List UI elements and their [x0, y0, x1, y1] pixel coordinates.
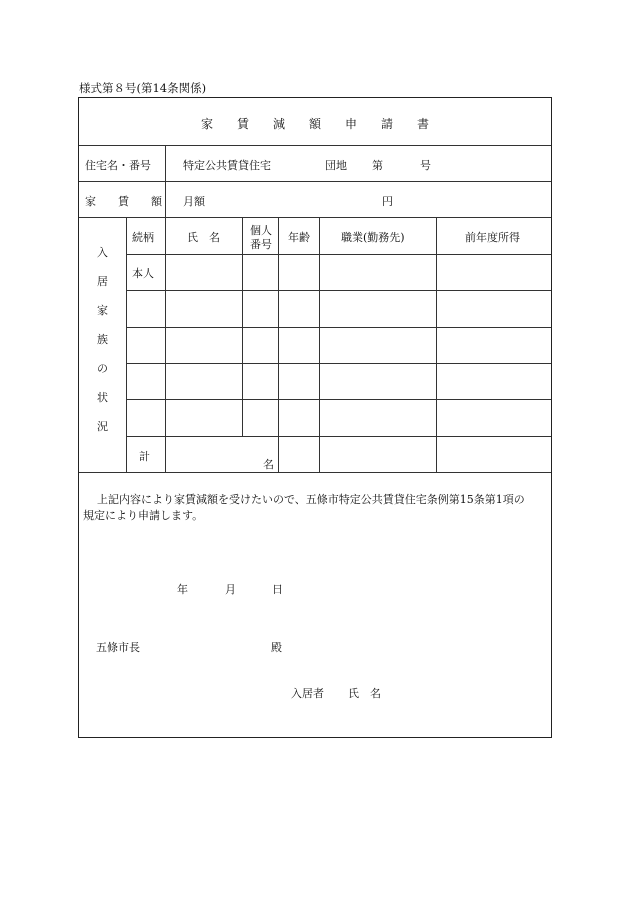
- divider: [126, 217, 127, 472]
- family-side-label: [79, 238, 126, 441]
- applicant-label: 入居者: [291, 687, 324, 700]
- rent-label: 家 賃 額: [85, 195, 162, 208]
- housing-value: 特定公共賃貸住宅: [183, 159, 271, 172]
- date-day: 日: [272, 583, 283, 596]
- divider: [126, 363, 551, 364]
- header-personal-no-1: 個人: [250, 224, 272, 237]
- divider: [242, 217, 243, 436]
- row-relation: 本人: [132, 267, 154, 280]
- total-label: 計: [139, 450, 150, 463]
- dai-label: 第: [372, 159, 383, 172]
- date-year: 年: [177, 583, 188, 596]
- divider: [319, 217, 320, 472]
- divider: [79, 181, 551, 182]
- divider: [126, 290, 551, 291]
- header-income: 前年度所得: [465, 231, 520, 244]
- statement-line1: 上記内容により家賃減額を受けたいので、五條市特定公共賃貸住宅条例第15条第1項の: [97, 493, 525, 506]
- form-title: 家 賃 減 額 申 請 書: [200, 117, 429, 131]
- statement-line2: 規定により申請します。: [83, 509, 204, 522]
- divider: [126, 436, 551, 437]
- side-char: 入: [97, 246, 108, 259]
- divider: [126, 254, 551, 255]
- danchi-label: 団地: [325, 159, 347, 172]
- divider: [79, 472, 551, 473]
- application-form: [78, 97, 552, 738]
- side-char: の: [97, 362, 108, 375]
- side-char: 居: [97, 275, 108, 288]
- housing-label: 住宅名・番号: [85, 159, 151, 172]
- total-unit: 名: [263, 458, 274, 471]
- side-char: 況: [97, 420, 108, 433]
- header-age: 年齢: [288, 231, 310, 244]
- side-char: 族: [97, 333, 108, 346]
- side-char: 状: [97, 391, 108, 404]
- divider: [278, 217, 279, 472]
- divider: [436, 217, 437, 472]
- go-label: 号: [420, 159, 431, 172]
- divider: [79, 145, 551, 146]
- monthly-label: 月額: [183, 195, 205, 208]
- yen-label: 円: [382, 195, 393, 208]
- side-char: 家: [97, 304, 108, 317]
- header-occupation: 職業(勤務先): [341, 231, 405, 244]
- form-number: 様式第８号(第14条関係): [79, 81, 207, 95]
- divider: [79, 217, 551, 218]
- addressee-name: 五條市長: [96, 641, 140, 654]
- divider: [126, 327, 551, 328]
- header-name: 氏 名: [187, 231, 220, 244]
- header-personal-no-2: 番号: [250, 238, 272, 251]
- header-relation: 続柄: [132, 231, 154, 244]
- date-month: 月: [225, 583, 236, 596]
- divider: [165, 145, 166, 217]
- divider: [126, 399, 551, 400]
- applicant-name-label: 氏 名: [348, 687, 381, 700]
- divider: [165, 217, 166, 472]
- addressee-honorific: 殿: [271, 641, 282, 654]
